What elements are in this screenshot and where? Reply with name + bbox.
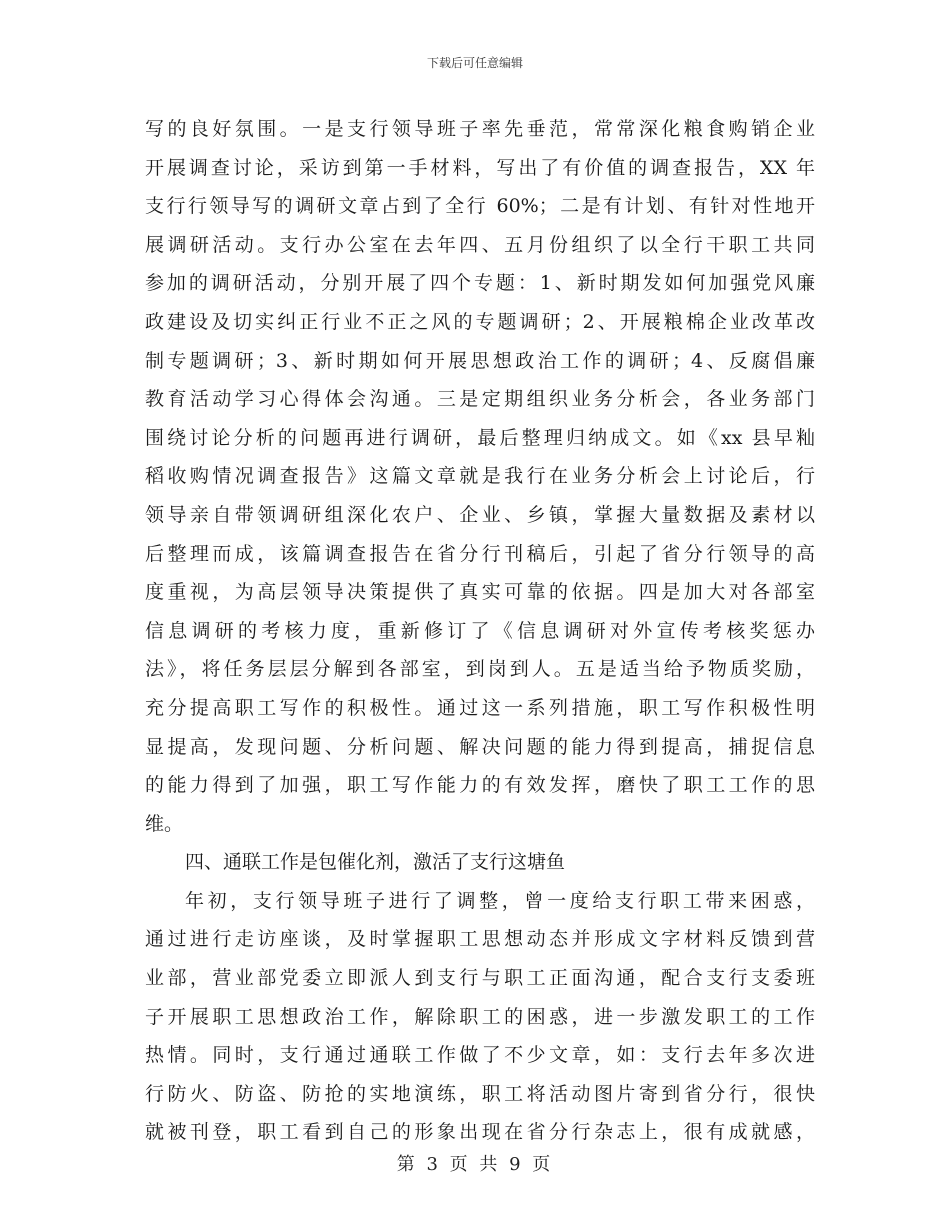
body-line: 开展调查讨论，采访到第一手材料，写出了有价值的调查报告，XX 年 xyxy=(145,156,815,179)
body-line: 后整理而成，该篇调查报告在省分行刊稿后，引起了省分行领导的高 xyxy=(145,542,815,565)
body-line: 热情。同时，支行通过通联工作做了不少文章，如：支行去年多次进 xyxy=(145,1044,815,1067)
body-line: 的能力得到了加强，职工写作能力的有效发挥，磨快了职工工作的思 xyxy=(145,774,815,797)
document-body xyxy=(145,110,815,1152)
body-line: 信息调研的考核力度，重新修订了《信息调研对外宣传考核奖惩办 xyxy=(145,619,815,642)
body-line: 领导亲自带领调研组深化农户、企业、乡镇，掌握大量数据及素材以 xyxy=(145,503,815,526)
body-line: 参加的调研活动，分别开展了四个专题：1、新时期发如何加强党风廉 xyxy=(145,272,815,295)
paragraph-end-line: 维。 xyxy=(145,812,184,835)
body-line: 就被刊登，职工看到自己的形象出现在省分行杂志上，很有成就感， xyxy=(145,1121,815,1144)
body-line: 显提高，发现问题、分析问题、解决问题的能力得到提高，捕捉信息 xyxy=(145,735,815,758)
body-line: 行防火、防盗、防抢的实地演练，职工将活动图片寄到省分行，很快 xyxy=(145,1082,815,1105)
body-line: 围绕讨论分析的问题再进行调研，最后整理归纳成文。如《xx 县早籼 xyxy=(145,426,815,449)
page-number-footer: 第 3 页 共 9 页 xyxy=(396,1154,554,1175)
body-line: 制专题调研；3、新时期如何开展思想政治工作的调研；4、反腐倡廉 xyxy=(145,349,815,372)
body-line: 写的良好氛围。一是支行领导班子率先垂范，常常深化粮食购销企业 xyxy=(145,118,815,140)
body-line: 教育活动学习心得体会沟通。三是定期组织业务分析会，各业务部门 xyxy=(145,388,815,411)
body-line: 法》，将任务层层分解到各部室，到岗到人。五是适当给予物质奖励， xyxy=(145,658,815,681)
body-line: 支行行领导写的调研文章占到了全行 60%；二是有计划、有针对性地开 xyxy=(145,195,815,218)
paragraph-first-line: 年初，支行领导班子进行了调整，曾一度给支行职工带来困惑， xyxy=(185,889,815,912)
body-line: 度重视，为高层领导决策提供了真实可靠的依据。四是加大对各部室 xyxy=(145,581,815,604)
body-line: 充分提高职工写作的积极性。通过这一系列措施，职工写作积极性明 xyxy=(145,696,815,719)
body-line: 子开展职工思想政治工作，解除职工的困惑，进一步激发职工的工作 xyxy=(145,1005,815,1028)
body-line: 通过进行走访座谈，及时掌握职工思想动态并形成文字材料反馈到营 xyxy=(145,928,815,951)
body-line: 稻收购情况调查报告》这篇文章就是我行在业务分析会上讨论后，行 xyxy=(145,465,815,488)
page-header: 下载后可任意编辑 xyxy=(426,56,523,70)
body-line: 业部，营业部党委立即派人到支行与职工正面沟通，配合支行支委班 xyxy=(145,967,815,990)
body-line: 展调研活动。支行办公室在去年四、五月份组织了以全行干职工共同 xyxy=(145,233,815,256)
section-heading: 四、通联工作是包催化剂，激活了支行这塘鱼 xyxy=(185,851,566,874)
body-line: 政建设及切实纠正行业不正之风的专题调研；2、开展粮棉企业改革改 xyxy=(145,310,815,333)
